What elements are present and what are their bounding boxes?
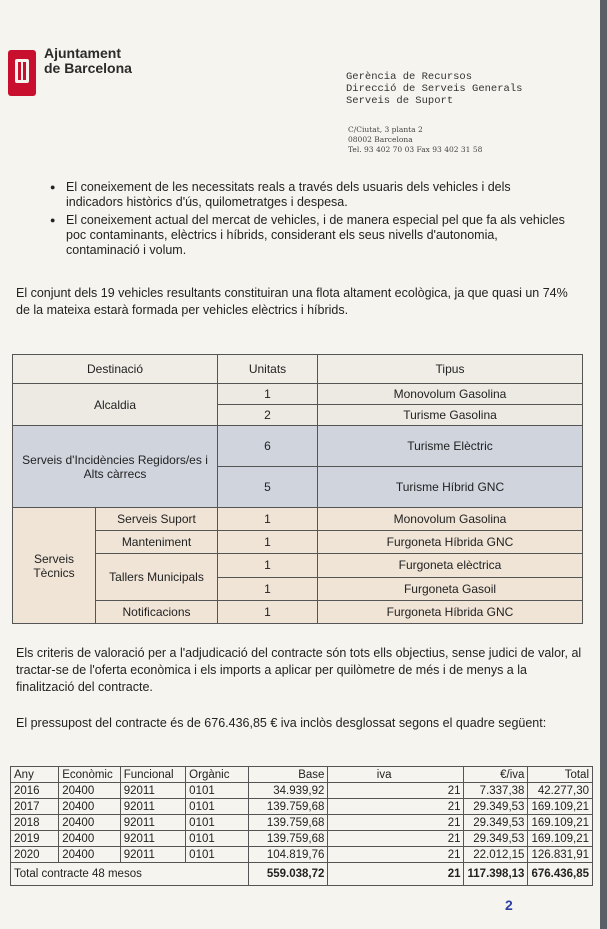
table-row — [11, 799, 593, 815]
budget-paragraph: El pressupost del contracte és de 676.436,85 € iva inclòs desglossat segons el quadre següent: — [16, 716, 547, 730]
destination-cell: Serveis d'Incidències Regidors/es i Alts càrrecs — [13, 426, 218, 508]
table-row — [13, 384, 583, 405]
bullet-item: ● El coneixement actual del mercat de vehicles, i de manera especial pel que fa als vehicles poc contaminants, elèctrics i híbrids, considerant els seus nivells d'autonomia, contaminació i volum. — [50, 213, 570, 258]
table-row — [13, 426, 583, 467]
cell: 21 — [328, 783, 464, 799]
cell: 92011 — [120, 799, 185, 815]
year-cell: 2016 — [11, 783, 59, 799]
total-label: Total contracte 48 mesos — [11, 863, 249, 886]
cell: 42.277,30 — [528, 783, 593, 799]
cell: 22.012,15 — [464, 847, 528, 863]
type-cell: Turisme Elèctric — [318, 426, 583, 467]
column-header: Base — [249, 767, 328, 783]
sub-destination: Serveis Suport — [96, 508, 218, 531]
units-cell: 1 — [218, 600, 318, 623]
cell: 126.831,91 — [528, 847, 593, 863]
type-cell: Furgoneta Gasoil — [318, 577, 583, 600]
type-cell: Furgoneta elèctrica — [318, 554, 583, 577]
units-cell: 2 — [218, 405, 318, 426]
table-row — [11, 783, 593, 799]
type-cell: Furgoneta Híbrida GNC — [318, 600, 583, 623]
org-line-2: de Barcelona — [44, 60, 132, 76]
cell: 29.349,53 — [464, 831, 528, 847]
cell: 20400 — [59, 847, 120, 863]
cell: 169.109,21 — [528, 831, 593, 847]
cell: 20400 — [59, 783, 120, 799]
total-amount: 676.436,85 — [528, 863, 593, 886]
budget-table — [10, 766, 593, 886]
cell: 21 — [328, 799, 464, 815]
vehicles-table — [12, 354, 583, 624]
column-header: Tipus — [318, 355, 583, 384]
cell: 0101 — [186, 799, 249, 815]
total-row — [11, 863, 593, 886]
table-row — [11, 847, 593, 863]
dept-line: Serveis de Suport — [346, 95, 454, 107]
cell: 139.759,68 — [249, 815, 328, 831]
column-header: Destinació — [13, 355, 218, 384]
units-cell: 1 — [218, 554, 318, 577]
type-cell: Furgoneta Híbrida GNC — [318, 531, 583, 554]
units-cell: 1 — [218, 508, 318, 531]
bullet-list — [50, 180, 570, 261]
cell: 104.819,76 — [249, 847, 328, 863]
address-block — [348, 125, 482, 155]
year-cell: 2019 — [11, 831, 59, 847]
org-line-1: Ajuntament — [44, 45, 121, 61]
column-header: Funcional — [120, 767, 185, 783]
cell: 20400 — [59, 815, 120, 831]
total-base: 559.038,72 — [249, 863, 328, 886]
cell: 0101 — [186, 831, 249, 847]
barcelona-shield-logo — [8, 50, 36, 96]
total-iva-amount: 117.398,13 — [464, 863, 528, 886]
cell: 169.109,21 — [528, 799, 593, 815]
year-cell: 2020 — [11, 847, 59, 863]
units-cell: 1 — [218, 531, 318, 554]
sub-destination: Notificacions — [122, 605, 191, 619]
criteria-paragraph: Els criteris de valoració per a l'adjudicació del contracte són tots ells objectius, sense judici de valor, al tractar-se de l'oferta econòmica i els imports a aplicar per quilòmetre de més i de menys a la finalització del contracte. — [16, 646, 582, 694]
column-header: Total — [528, 767, 593, 783]
cell: 34.939,92 — [249, 783, 328, 799]
type-cell: Monovolum Gasolina — [318, 384, 583, 405]
cell: 20400 — [59, 799, 120, 815]
units-cell: 1 — [218, 577, 318, 600]
cell: 0101 — [186, 815, 249, 831]
column-header: Unitats — [218, 355, 318, 384]
cell: 169.109,21 — [528, 815, 593, 831]
type-cell: Turisme Híbrid GNC — [318, 467, 583, 508]
destination-cell — [13, 508, 218, 624]
handwritten-mark: 2 — [505, 897, 513, 913]
address-line: 08002 Barcelona — [348, 135, 413, 144]
total-iva: 21 — [328, 863, 464, 886]
column-header: iva — [328, 767, 464, 783]
type-cell: Monovolum Gasolina — [318, 508, 583, 531]
units-cell: 1 — [218, 384, 318, 405]
table-row — [11, 815, 593, 831]
bullet-item: ● El coneixement de les necessitats reals a través dels usuaris dels vehicles i dels indicadors històrics d'ús, quilometratges i despesa. — [50, 180, 570, 210]
cell: 7.337,38 — [464, 783, 528, 799]
organization-name — [44, 46, 132, 76]
table-header-row — [13, 355, 583, 384]
column-header: Econòmic — [59, 767, 120, 783]
units-cell: 5 — [218, 467, 318, 508]
group-label: Serveis Tècnics — [13, 508, 96, 623]
address-line: Tel. 93 402 70 03 Fax 93 402 31 58 — [348, 145, 483, 154]
intro-paragraph: El conjunt dels 19 vehicles resultants constituiran una flota altament ecològica, ja que quasi un 74% de la mateixa estarà formada per vehicles elèctrics i híbrids. — [16, 286, 568, 317]
cell: 20400 — [59, 831, 120, 847]
cell: 139.759,68 — [249, 799, 328, 815]
column-header: Any — [11, 767, 59, 783]
cell: 0101 — [186, 847, 249, 863]
cell: 29.349,53 — [464, 799, 528, 815]
cell: 92011 — [120, 831, 185, 847]
sub-destination: Tallers Municipals — [96, 554, 218, 601]
year-cell: 2018 — [11, 815, 59, 831]
cell: 92011 — [120, 783, 185, 799]
cell: 0101 — [186, 783, 249, 799]
cell: 21 — [328, 815, 464, 831]
cell: 139.759,68 — [249, 831, 328, 847]
cell: 92011 — [120, 815, 185, 831]
cell: 29.349,53 — [464, 815, 528, 831]
type-cell: Turisme Gasolina — [318, 405, 583, 426]
destination-cell: Alcaldia — [13, 384, 218, 426]
table-row — [13, 508, 583, 531]
year-cell: 2017 — [11, 799, 59, 815]
cell: 21 — [328, 831, 464, 847]
table-row — [11, 831, 593, 847]
table-header-row — [11, 767, 593, 783]
sub-destination: Manteniment — [96, 531, 218, 554]
cell: 21 — [328, 847, 464, 863]
address-line: C/Ciutat, 3 planta 2 — [348, 125, 423, 134]
dept-line: Gerència de Recursos — [346, 71, 473, 83]
dept-line: Direcció de Serveis Generals — [346, 83, 523, 95]
column-header: Orgànic — [186, 767, 249, 783]
sub-destination-table — [13, 508, 217, 623]
cell: 92011 — [120, 847, 185, 863]
units-cell: 6 — [218, 426, 318, 467]
department-block — [346, 71, 522, 107]
column-header: €/iva — [464, 767, 528, 783]
